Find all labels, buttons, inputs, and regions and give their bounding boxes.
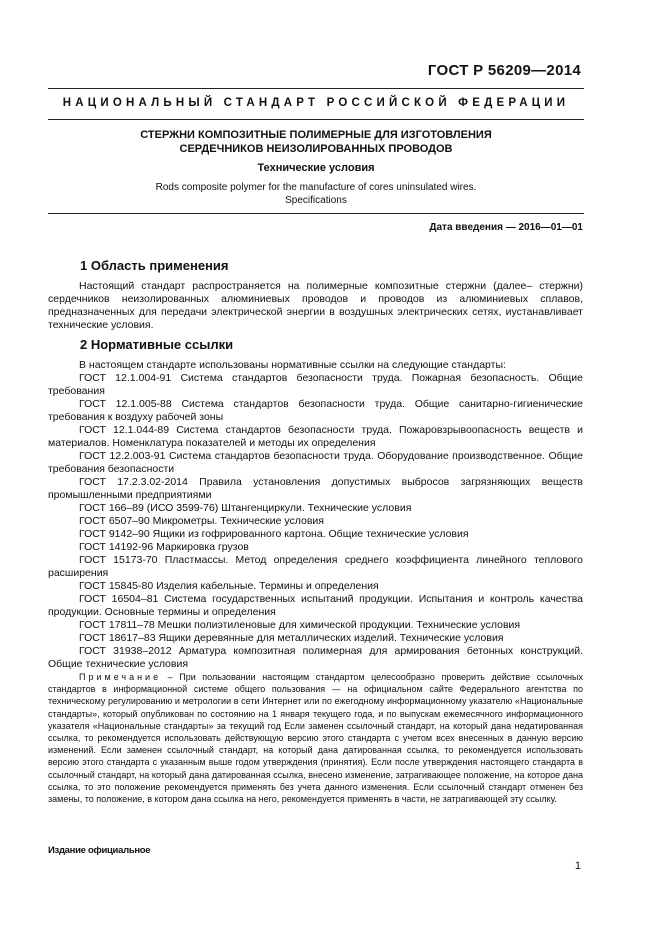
reference-item: ГОСТ 17.2.3.02-2014 Правила установления допустимых выбросов загрязняющих веществ промышленными предприятиями <box>48 476 583 501</box>
document-title <box>48 128 584 156</box>
page-number: 1 <box>574 860 581 872</box>
references-intro: В настоящем стандарте использованы нормативные ссылки на следующие стандарты: <box>79 359 506 371</box>
reference-item: ГОСТ 18617–83 Ящики деревянные для металлических изделий. Технические условия <box>79 632 504 644</box>
introduction-date: Дата введения — 2016—01—01 <box>429 222 583 233</box>
official-edition-label: Издание официальное <box>48 845 151 856</box>
normative-references <box>48 359 583 671</box>
reference-item: ГОСТ 31938–2012 Арматура композитная полимерная для армирования бетонных конструкций. Общие технические условия <box>48 645 583 670</box>
reference-item: ГОСТ 15173-70 Пластмассы. Метод определения среднего коэффициента линейного теплового расширения <box>48 554 583 579</box>
section-1-paragraph: Настоящий стандарт распространяется на полимерные композитные стержни (далее– стержни) сердечников неизолированных алюминиевых проводов и проводов из алюминиевых сплавов, предназначенных для передачи электрической энергии в воздушных электрических сетях, иустанавливает технические условия. <box>48 280 583 332</box>
reference-item: ГОСТ 9142–90 Ящики из гофрированного картона. Общие технические условия <box>79 528 469 540</box>
reference-item: ГОСТ 12.1.005-88 Система стандартов безопасности труда. Общие санитарно-гигиенические требования к воздуху рабочей зоны <box>48 398 583 423</box>
date-divider <box>48 213 584 214</box>
note-paragraph <box>48 671 583 805</box>
document-subtitle: Технические условия <box>257 162 375 174</box>
english-title-line-1: Rods composite polymer for the manufacture of cores uninsulated wires. <box>155 182 477 193</box>
section-1-heading: 1 Область применения <box>80 258 229 273</box>
note-text: – При пользовании настоящим стандартом целесообразно проверить действие ссылочных стандартов в информационной системе общего пользования — на официальном сайте Федерального агентства по техническому регулированию и метрологии в сети Интернет или по ежегодному информационному указателю «Национальные стандарты», который опубликован по состоянию на 1 января текущего года, и по выпускам ежемесячного информационного указателя «Национальные стандарты» за текущий год Если заменен ссылочный стандарт, на который дана недатированная ссылка, то рекомендуется использовать действующую версию этого стандарта с учетом всех внесенных в данную версию изменений. Если заменен ссылочный стандарт, на который дана датированная ссылка, то рекомендуется использовать версию этого стандарта с указанным выше годом утверждения (принятия). Если после утверждения настоящего стандарта в ссылочный стандарт, на который дана датированная ссылка, внесено изменение, затрагивающее положение, на которое дана ссылка, то это положение рекомендуется применять без учета данного изменения. Если ссылочный стандарт отменен без замены, то положение, в котором дана ссылка на него, рекомендуется применять в части, не затрагивающей эту ссылку. <box>48 672 583 805</box>
section-1-text <box>48 280 583 332</box>
english-title <box>48 181 584 207</box>
reference-item: ГОСТ 16504–81 Система государственных испытаний продукции. Испытания и контроль качества продукции. Основные термины и определения <box>48 593 583 618</box>
note-block <box>48 671 583 805</box>
reference-item: ГОСТ 14192-96 Маркировка грузов <box>79 541 249 553</box>
top-divider <box>48 88 584 89</box>
reference-item: ГОСТ 15845-80 Изделия кабельные. Термины и определения <box>79 580 379 592</box>
reference-item: ГОСТ 12.1.044-89 Система стандартов безопасности труда. Пожаровзрывоопасность веществ и материалов. Номенклатура показателей и методы их определения <box>48 424 583 449</box>
standard-number: ГОСТ Р 56209—2014 <box>427 62 581 79</box>
english-title-line-2: Specifications <box>285 195 347 206</box>
note-label: Примечание <box>79 672 162 682</box>
title-line-2: СЕРДЕЧНИКОВ НЕИЗОЛИРОВАННЫХ ПРОВОДОВ <box>179 143 453 155</box>
section-2-heading: 2 Нормативные ссылки <box>80 337 234 352</box>
title-line-1: СТЕРЖНИ КОМПОЗИТНЫЕ ПОЛИМЕРНЫЕ ДЛЯ ИЗГОТОВЛЕНИЯ <box>140 129 492 141</box>
banner-divider <box>48 119 584 120</box>
reference-item: ГОСТ 12.1.004-91 Система стандартов безопасности труда. Пожарная безопасность. Общие требования <box>48 372 583 397</box>
reference-item: ГОСТ 17811–78 Мешки полиэтиленовые для химической продукции. Технические условия <box>79 619 521 631</box>
reference-item: ГОСТ 6507–90 Микрометры. Технические условия <box>79 515 324 527</box>
reference-item: ГОСТ 166–89 (ИСО 3599-76) Штангенциркули. Технические условия <box>79 502 412 514</box>
national-standard-banner: НАЦИОНАЛЬНЫЙ СТАНДАРТ РОССИЙСКОЙ ФЕДЕРАЦИИ <box>62 97 570 109</box>
reference-item: ГОСТ 12.2.003-91 Система стандартов безопасности труда. Оборудование производственное. Общие требования безопасности <box>48 450 583 475</box>
